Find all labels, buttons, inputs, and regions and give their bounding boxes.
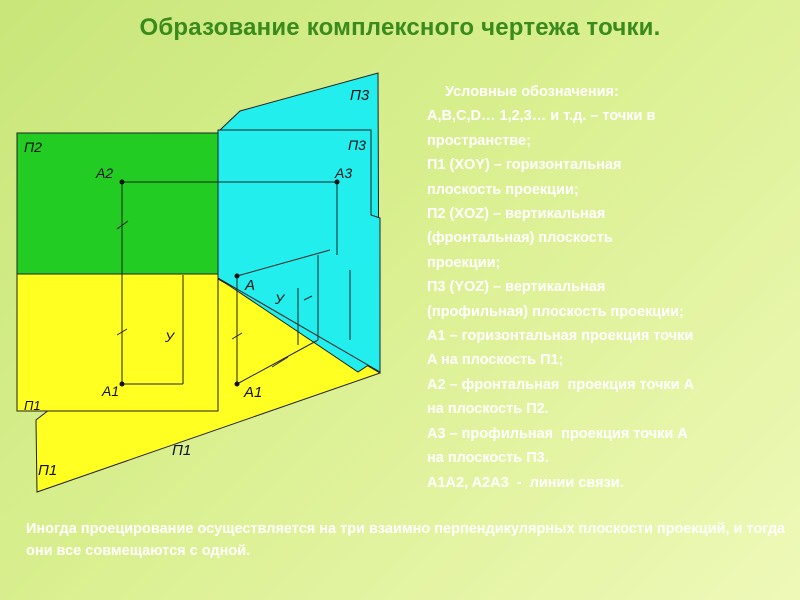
legend-line: на плоскость П3. [427, 450, 549, 467]
label-p3-top: П3 [350, 87, 370, 104]
point-a1-right [235, 382, 240, 387]
page-title: Образование комплексного чертежа точки. [139, 14, 661, 41]
legend-line: A на плоскость П1; [427, 352, 564, 369]
label-p1-mid: П1 [172, 442, 192, 459]
legend-line: пространстве; [427, 132, 531, 149]
label-p1-left: П1 [24, 398, 41, 413]
legend-line: П2 (XOZ) – вертикальная [427, 206, 606, 223]
label-a: A [245, 277, 256, 294]
label-y1: У [275, 291, 284, 307]
frontal-plane-p2 [17, 133, 218, 274]
legend-line: A3 – профильная проекция точки A [427, 425, 688, 442]
point-a1-left [120, 382, 125, 387]
legend-line: A1A2, A2A3 - линии связи. [427, 474, 624, 491]
legend-line: Условные обозначения: [445, 84, 619, 100]
point-a [235, 274, 240, 279]
legend-line: проекции; [427, 254, 501, 271]
legend-line: A,B,C,D… 1,2,3… и т.д. – точки в [427, 108, 656, 125]
label-a1-left: A1 [102, 383, 120, 399]
legend-line: на плоскость П2. [427, 401, 549, 418]
legend-line: A2 – фронтальная проекция точки A [427, 376, 695, 393]
label-a1-right: A1 [244, 384, 263, 401]
label-a3: A3 [335, 165, 353, 181]
label-p1-bottom: П1 [38, 462, 58, 479]
label-y2: У [165, 329, 174, 345]
legend-block [427, 80, 799, 495]
legend-line: П1 (XOY) – горизонтальная [427, 157, 622, 174]
point-a2 [120, 180, 125, 185]
legend-line: (профильная) плоскость проекции; [427, 303, 684, 320]
label-p2: П2 [24, 139, 42, 155]
legend-line: П3 (YOZ) – вертикальная [427, 279, 606, 296]
label-a2: A2 [96, 165, 114, 181]
note-text: Иногда проецирование осуществляется на три взаимно перпендикулярных плоскости проекций, и тогда они все совмещаются с одной. [26, 521, 785, 559]
legend-line: A1 – горизонтальная проекция точки [427, 328, 694, 345]
legend-line: плоскость проекции; [427, 181, 579, 198]
legend-line: (фронтальная) плоскость [427, 230, 613, 247]
label-p3: П3 [348, 137, 366, 153]
